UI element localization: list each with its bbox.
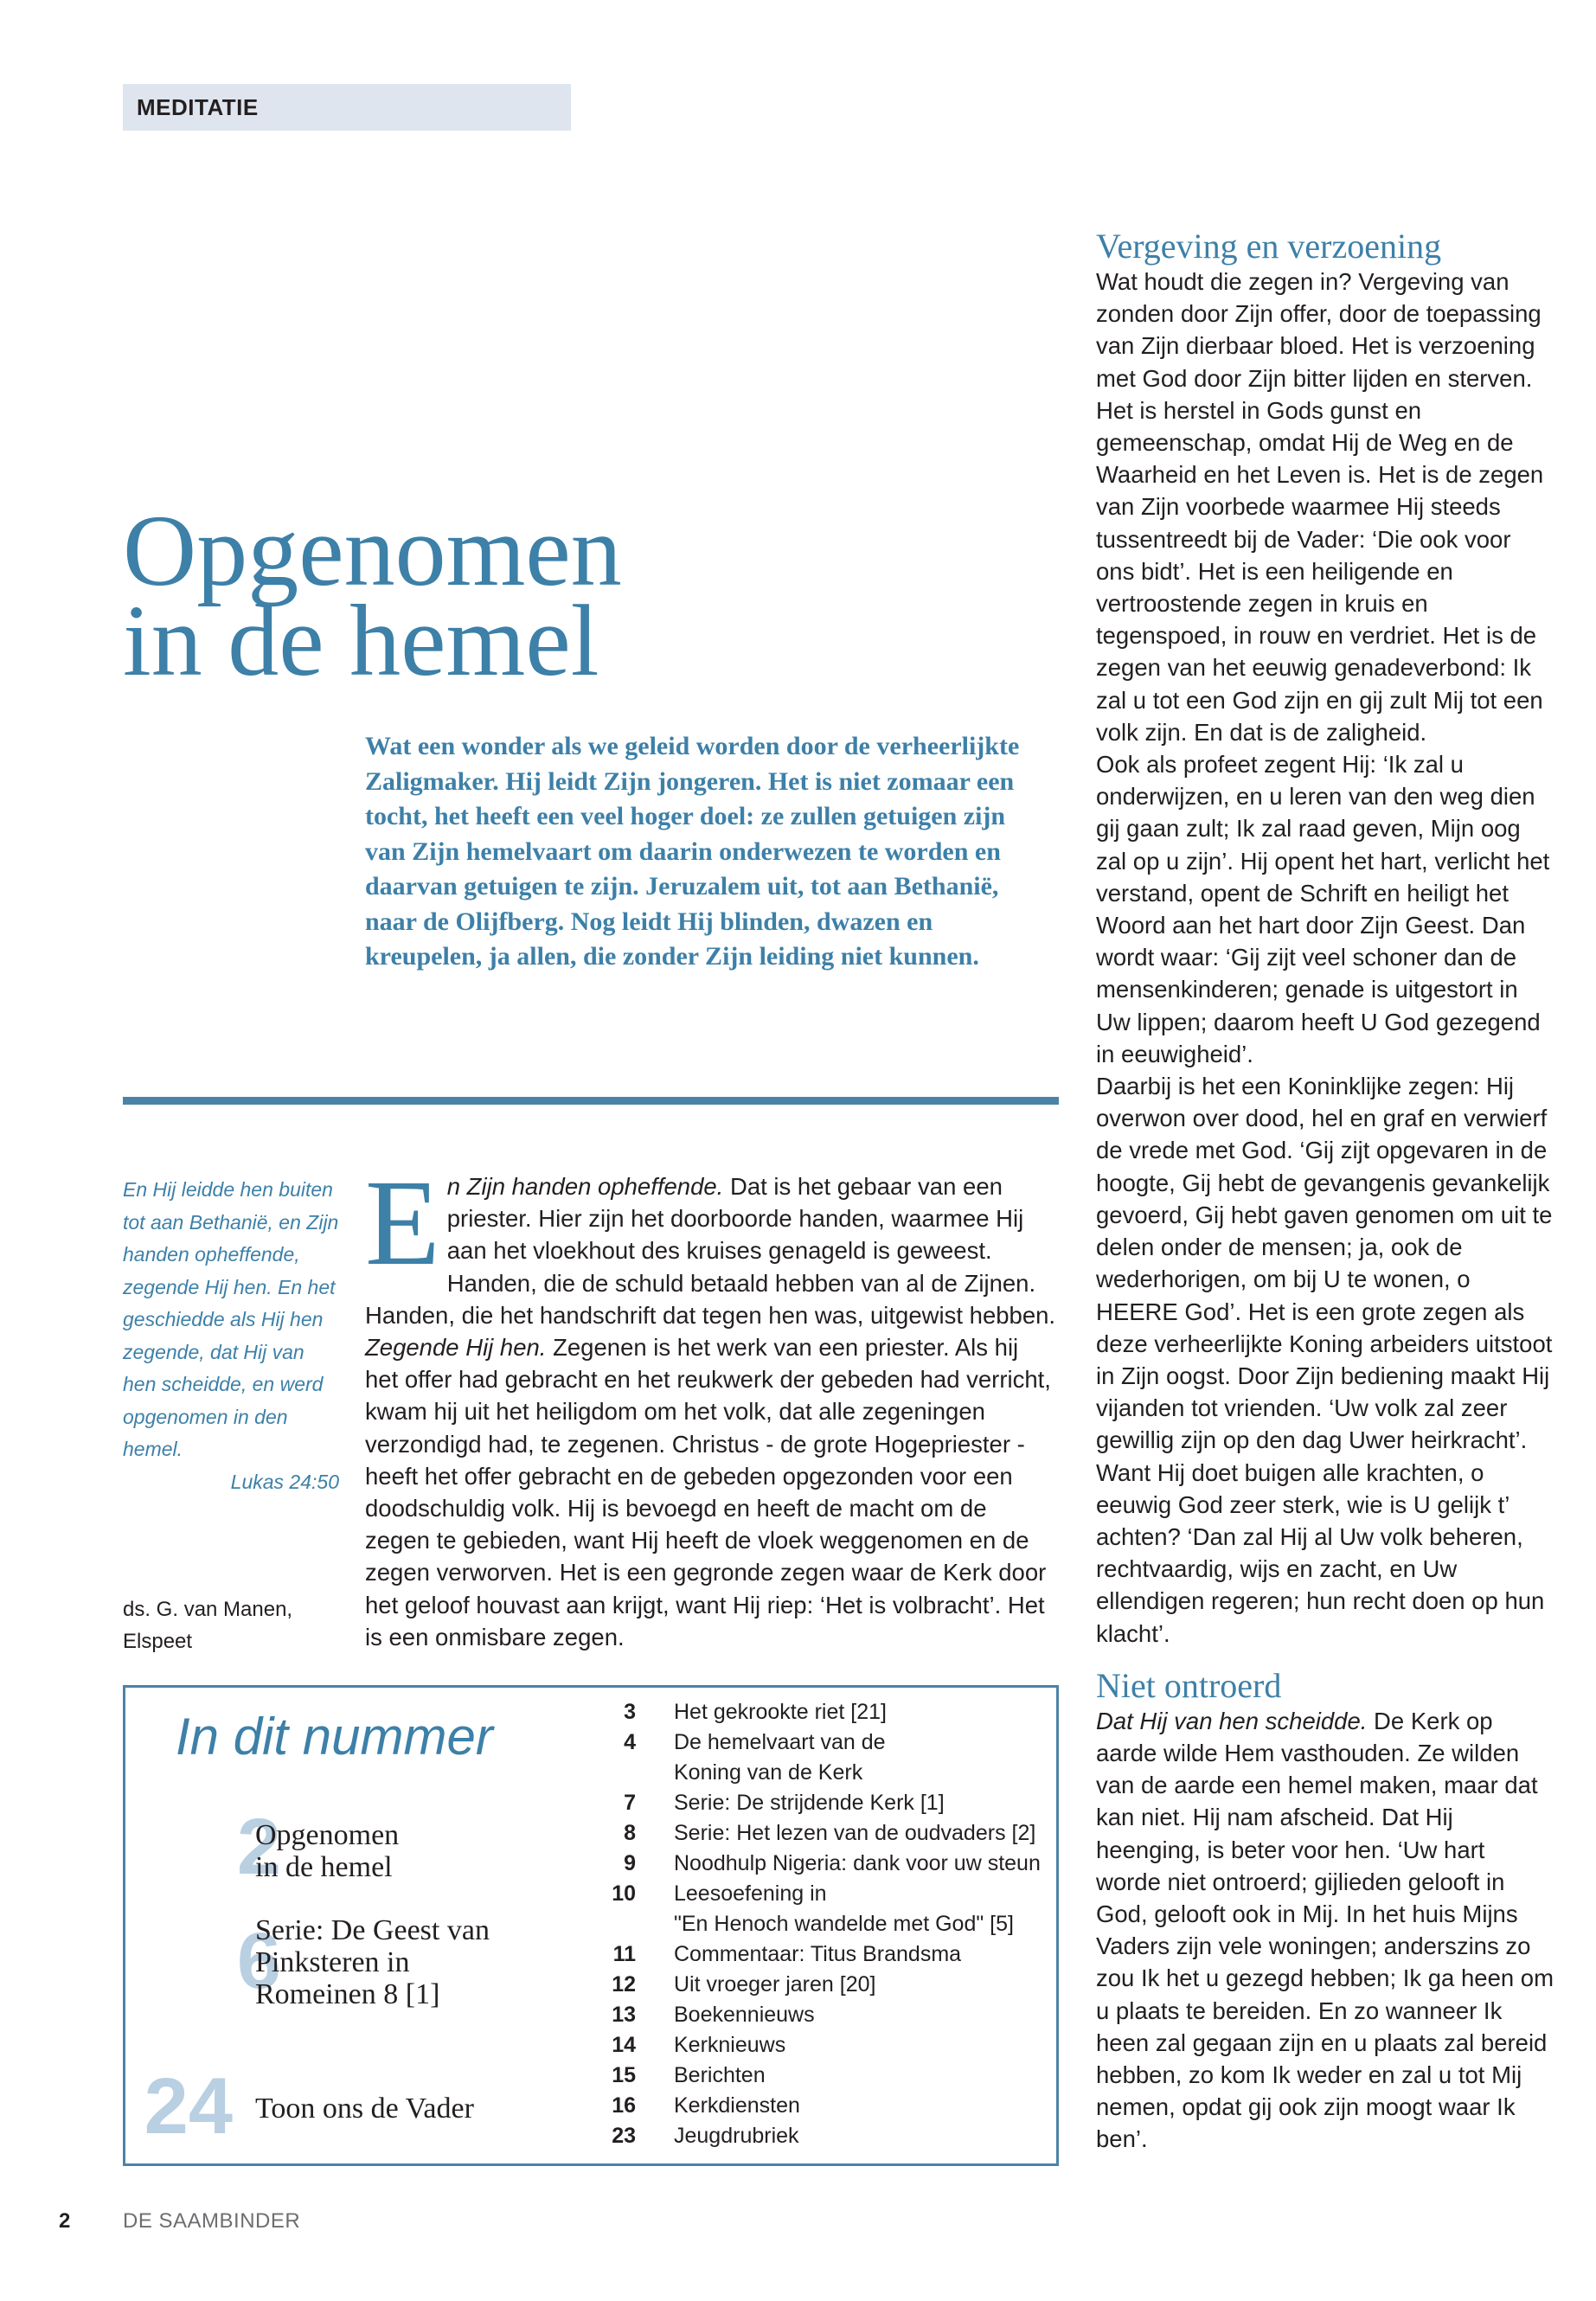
toc-item[interactable]: 8 Serie: Het lezen van de oudvaders [2] (624, 1821, 1036, 1845)
author-place: Elspeet (123, 1630, 193, 1653)
toc-item[interactable]: 9 Noodhulp Nigeria: dank voor uw steun (624, 1851, 1041, 1875)
toc-item[interactable]: "En Henoch wandelde met God" [5] (674, 1912, 1014, 1936)
main-paragraph-2: Zegende Hij hen. Zegenen is het werk van een priester. Als hij het offer had gebracht en het reukwerk der gebeden had verricht, kwam hij uit het heiligdom om het volk, dat alle zegeningen verzondigd had, te zegenen. Christus - de grote Hogepriester - heeft het offer gebracht en de gebeden opgezonden voor een doodschuldig volk. Hij is bevoegd en heeft de macht om de zegen te gebieden, want Hij heeft de vloek weggenomen en de zegen verworven. Het is een gegronde zegen waar de Kerk door het geloof houvast aan krijgt, want Hij riep: ‘Het is volbracht’. Het is een onmisbare zegen. (365, 1334, 1051, 1650)
main-article-text (365, 1154, 1057, 1653)
toc-item[interactable]: 16 Kerkdiensten (612, 2093, 800, 2118)
toc-list (575, 1697, 1042, 2151)
right-column (1096, 228, 1554, 2156)
right-paragraph-3: Daarbij is het een Koninklijke zegen: Hij overwon over dood, hel en graf en verwierf de vrede met God. ‘Gij zijt opgevaren in de hoogte, Gij hebt de gevangenis gevankelijk gevoerd, Gij hebt gaven genomen om uit te delen onder de mensen; ja, ook de wederhorigen, om bij U te wonen, o HEERE God’. Het is een grote zegen als deze verheerlijkte Koning arbeiders uitstoot in Zijn oogst. Door Zijn bediening maakt Hij vijanden tot vrienden. ‘Uw volk zal zeer gewillig zijn op den dag Uwer heirkracht’. Want Hij doet buigen alle krachten, o eeuwig God zeer sterk, wie is U gelijk t’ achten? ‘Dan zal Hij al Uw volk beheren, rechtvaardig, wijs en zacht, en Uw ellendigen regeren; hun recht doen op hun klacht’. (1096, 1073, 1553, 1647)
title-line-2: in de hemel (123, 584, 599, 697)
subheading-vergeving: Vergeving en verzoening (1096, 227, 1442, 266)
featured-page-number: 2 (236, 1803, 281, 1891)
scripture-quote (123, 1174, 339, 1498)
intro-paragraph: Wat een wonder als we geleid worden door de verheerlijkte Zaligmaker. Hij leidt Zijn jongeren. Het is niet zomaar een tocht, het heeft een veel hoger doel: ze zullen getuigen zijn van Zijn hemelvaart om daarin onderwezen te worden en daarvan getuigen te zijn. Jeruzalem uit, tot aan Bethanië, naar de Olijfberg. Nog leidt Hij blinden, dwazen en kreupelen, ja allen, die zonder Zijn leiding niet kunnen. (365, 732, 1020, 971)
featured-page-number: 24 (144, 2062, 233, 2150)
quote-reference: Lukas 24:50 (230, 1470, 339, 1493)
featured-page-number: 6 (236, 1917, 281, 2005)
right-paragraph-2: Ook als profeet zegent Hij: ‘Ik zal u onderwijzen, en u leren van den weg dien gij gaan zult; Ik zal raad geven, Mijn oog zal op u zijn’. Hij opent het hart, verlicht het verstand, opent de Schrift en heiligt het Woord aan het hart door Zijn Geest. Dan wordt waar: ‘Gij zijt veel schoner dan de mensenkinderen; genade is uitgestort in Uw lippen; daarom heeft U God gezegend in eeuwigheid’. (1096, 751, 1550, 1067)
right-paragraph-1: Wat houdt die zegen in? Vergeving van zonden door Zijn offer, door de toepassing van Zijn dierbaar bloed. Het is verzoening met God door Zijn bitter lijden en sterven. Het is herstel in Gods gunst en gemeenschap, omdat Hij de Weg en de Waarheid en het Leven is. Het is de zegen van Zijn voorbede waarmee Hij steeds tussentreedt bij de Vader: ‘Die ook voor ons bidt’. Het is een heiligende en vertroostende zegen in kruis en tegenspoed, in rouw en verdriet. Het is de zegen van het eeuwig genadeverbond: Ik zal u tot een God zijn en gij zult Mij tot een volk zijn. En dat is de zaligheid. (1096, 268, 1544, 746)
article-title (123, 494, 901, 697)
toc-item[interactable]: 10 Leesoefening in (612, 1881, 827, 1906)
p2-italic: Zegende Hij hen. (365, 1334, 547, 1362)
toc-item[interactable]: 13 Boekennieuws (612, 2003, 815, 2027)
title-line-1: Opgenomen (123, 494, 622, 607)
toc-title: In dit nummer (176, 1708, 493, 1766)
author-name: ds. G. van Manen, (123, 1598, 293, 1621)
lead-italic: n Zijn handen opheffende. (446, 1173, 724, 1200)
main-paragraph-1: En Zijn handen opheffende. Dat is het gebaar van een priester. Hier zijn het doorboorde handen, waarmee Hij aan het vloekhout des kruises genageld is geweest. Handen, die de schuld betaald hebben van al de Zijnen. Handen, die het handschrift dat tegen hen was, uitgewist hebben. (365, 1154, 1056, 1329)
toc-item[interactable]: 12 Uit vroeger jaren [20] (612, 1972, 876, 1997)
toc-item[interactable]: 23 Jeugdrubriek (612, 2124, 799, 2148)
featured-article-link[interactable]: Opgenomen in de hemel (255, 1819, 400, 1883)
toc-item[interactable]: 14 Kerknieuws (612, 2033, 786, 2057)
featured-article-link[interactable]: Toon ons de Vader (255, 2093, 474, 2125)
toc-item[interactable]: 4 De hemelvaart van de (624, 1730, 886, 1754)
toc-item[interactable]: 7 Serie: De strijdende Kerk [1] (624, 1791, 945, 1815)
subheading-niet-ontroerd: Niet ontroerd (1096, 1665, 1282, 1705)
toc-item[interactable]: Koning van de Kerk (674, 1760, 863, 1785)
drop-cap: E (365, 1154, 440, 1291)
divider-rule (123, 1097, 1059, 1105)
featured-article-link[interactable]: Serie: De Geest van Pinksteren in Romeinen 8 [1] (255, 1914, 490, 2010)
quote-text: En Hij leidde hen buiten tot aan Bethanië, en Zijn handen opheffende, zegende Hij hen. En het geschiedde als Hij hen zegende, dat Hij van hen scheidde, en werd opgenomen in den hemel. (123, 1178, 339, 1460)
toc-item[interactable]: 11 Commentaar: Titus Brandsma (612, 1942, 962, 1966)
toc-item[interactable]: 15 Berichten (612, 2063, 766, 2087)
author-byline (123, 1593, 339, 1657)
section-label: MEDITATIE (123, 84, 571, 131)
page-number: 2 (59, 2209, 71, 2233)
toc-item[interactable]: 3 Het gekrookte riet [21] (624, 1700, 887, 1724)
magazine-name: DE SAAMBINDER (123, 2209, 301, 2233)
table-of-contents (123, 1685, 1059, 2166)
right-paragraph-4: Dat Hij van hen scheidde. De Kerk op aarde wilde Hem vasthouden. Ze wilden van de aarde een hemel maken, maar dat kan niet. Hij nam afscheid. Dat Hij heenging, is beter voor hen. ‘Uw hart worde niet ontroerd; gijlieden gelooft in God, gelooft ook in Mij. In het huis Mijns Vaders zijn vele woningen; anderszins zo zou Ik het u gezegd hebben; Ik ga heen om u plaats te bereiden. En zo wanneer Ik heen zal gegaan zijn en u plaats zal bereid hebben, zo kom Ik weder en zal u tot Mij nemen, opdat gij ook zijn moogt waar Ik ben’. (1096, 1707, 1554, 2153)
